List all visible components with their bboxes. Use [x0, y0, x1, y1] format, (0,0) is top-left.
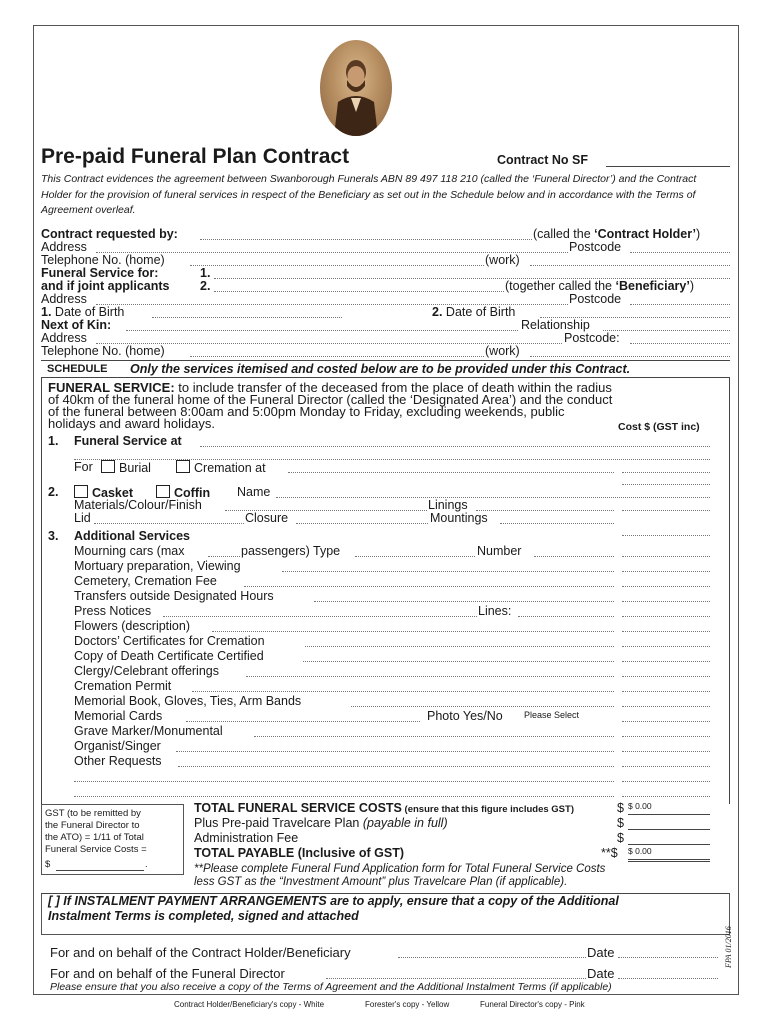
- cremation-permit-field[interactable]: [192, 691, 614, 692]
- cost-column-header: Cost $ (GST inc): [618, 421, 700, 433]
- memorial-book-label: Memorial Book, Gloves, Ties, Arm Bands: [74, 694, 302, 708]
- cost-memorial-book[interactable]: [622, 706, 710, 707]
- cost-grave-marker[interactable]: [622, 736, 710, 737]
- burial-checkbox[interactable]: [101, 460, 115, 473]
- grave-marker-field[interactable]: [254, 736, 614, 737]
- mourning-cars-type-field[interactable]: [355, 556, 475, 557]
- cost-flowers[interactable]: [622, 631, 710, 632]
- mountings-label: Mountings: [430, 511, 488, 525]
- other-requests-field-2[interactable]: [74, 781, 614, 782]
- transfers-label: Transfers outside Designated Hours: [74, 589, 274, 603]
- cost-cremation-permit[interactable]: [622, 691, 710, 692]
- schedule-right-rule: [729, 377, 730, 804]
- beneficiary-postcode-field[interactable]: [630, 304, 730, 305]
- mourning-cars-type-label: passengers) Type: [241, 544, 341, 558]
- travelcare-value[interactable]: [628, 816, 710, 830]
- for-label: For: [74, 460, 93, 474]
- admin-fee-dollar: $: [617, 831, 624, 845]
- closure-label: Closure: [245, 511, 289, 525]
- transfers-field[interactable]: [314, 601, 614, 602]
- memorial-book-field[interactable]: [351, 706, 614, 707]
- portrait-photo: [320, 40, 392, 136]
- kin-telephone-work-label: (work): [485, 344, 520, 358]
- travelcare-dollar: $: [617, 816, 624, 830]
- contract-no-label: Contract No SF: [497, 153, 588, 167]
- director-signature-field[interactable]: [326, 978, 586, 979]
- cost-clergy[interactable]: [622, 676, 710, 677]
- lid-label: Lid: [74, 511, 91, 525]
- press-lines-field[interactable]: [518, 616, 614, 617]
- clergy-field[interactable]: [246, 676, 614, 677]
- relationship-field[interactable]: [603, 330, 730, 331]
- kin-telephone-home-label: Telephone No. (home): [41, 344, 165, 358]
- holder-signature-field[interactable]: [398, 957, 586, 958]
- contract-requested-by-label: Contract requested by:: [41, 227, 178, 241]
- organist-field[interactable]: [176, 751, 614, 752]
- total-note-1: **Please complete Funeral Fund Application form for Total Funeral Service Costs: [194, 863, 606, 875]
- kin-postcode-field[interactable]: [630, 343, 730, 344]
- total-note-2: less GST as the “Investment Amount” plus Travelcare Plan (if applicable).: [194, 876, 568, 888]
- beneficiary-address-label: Address: [41, 292, 87, 306]
- relationship-label: Relationship: [521, 318, 590, 332]
- coffin-checkbox[interactable]: [156, 485, 170, 498]
- funeral-service-line-4: holidays and award holidays.: [48, 416, 215, 431]
- total-payable-dollar: **$: [601, 846, 618, 860]
- director-signature-label: For and on behalf of the Funeral Director: [50, 966, 285, 981]
- applicant-2-field[interactable]: [214, 291, 504, 292]
- gst-line-1: GST (to be remitted by: [45, 808, 141, 819]
- funeral-service-line-3: of the funeral between 8:00am and 5:00pm Monday to Friday, excluding weekends, public: [48, 404, 565, 419]
- flowers-label: Flowers (description): [74, 619, 191, 633]
- cost-death-certificate[interactable]: [622, 661, 710, 662]
- cost-mourning-cars[interactable]: [622, 556, 710, 557]
- funeral-service-description: FUNERAL SERVICE: to include transfer of the deceased from the place of death within the radius: [48, 380, 612, 395]
- organist-label: Organist/Singer: [74, 739, 161, 753]
- footer-yellow-copy: Forester's copy - Yellow: [365, 1000, 450, 1009]
- address-label: Address: [41, 240, 87, 254]
- holder-date-label: Date: [587, 945, 615, 960]
- section-3-number: 3.: [48, 529, 59, 543]
- admin-fee-value[interactable]: [628, 831, 710, 845]
- applicant-1-number: 1.: [200, 266, 211, 280]
- materials-label: Materials/Colour/Finish: [74, 498, 202, 512]
- flowers-field[interactable]: [212, 631, 614, 632]
- contract-requested-by-field[interactable]: [200, 239, 532, 240]
- coffin-option[interactable]: Coffin: [156, 485, 210, 500]
- total-costs-label: TOTAL FUNERAL SERVICE COSTS (ensure that this figure includes GST): [194, 801, 574, 815]
- cemetery-label: Cemetery, Cremation Fee: [74, 574, 217, 588]
- schedule-label: SCHEDULE: [47, 363, 108, 375]
- cost-other-requests[interactable]: [622, 766, 710, 767]
- mourning-cars-number-label: Number: [477, 544, 522, 558]
- photo-select-dropdown[interactable]: Please Select: [524, 710, 580, 720]
- doctors-certificates-field[interactable]: [305, 646, 614, 647]
- telephone-home-field[interactable]: [190, 265, 484, 266]
- other-requests-label: Other Requests: [74, 754, 162, 768]
- cost-transfers[interactable]: [622, 601, 710, 602]
- casket-name-field[interactable]: [276, 497, 710, 498]
- cremation-checkbox[interactable]: [176, 460, 190, 473]
- death-certificate-label: Copy of Death Certificate Certified: [74, 649, 264, 663]
- travelcare-label: Plus Pre-paid Travelcare Plan (payable in full): [194, 816, 448, 830]
- director-date-field[interactable]: [618, 978, 718, 979]
- cost-organist[interactable]: [622, 751, 710, 752]
- linings-field[interactable]: [476, 510, 614, 511]
- photo-label: Photo Yes/No: [427, 709, 503, 723]
- called-beneficiary-text: (together called the ‘Beneficiary’): [505, 279, 695, 293]
- kin-address-label: Address: [41, 331, 87, 345]
- cost-casket[interactable]: [622, 510, 710, 511]
- total-payable-label: TOTAL PAYABLE (Inclusive of GST): [194, 846, 404, 860]
- press-lines-label: Lines:: [478, 604, 512, 618]
- postcode-label: Postcode: [569, 240, 622, 254]
- schedule-left-rule: [41, 377, 42, 804]
- director-date-label: Date: [587, 966, 615, 981]
- additional-services-heading: Additional Services: [74, 529, 191, 543]
- death-certificate-field[interactable]: [303, 661, 614, 662]
- memorial-cards-field[interactable]: [186, 721, 420, 722]
- gst-amount-field[interactable]: [56, 870, 144, 871]
- instalment-line-2: Instalment Terms is completed, signed and attached: [48, 909, 359, 923]
- kin-telephone-home-field[interactable]: [190, 356, 484, 357]
- terms-reminder: Please ensure that you also receive a copy of the Terms of Agreement and the Additional Instalment Terms (if applicable): [50, 981, 612, 993]
- dob-2-label: 2. Date of Birth: [432, 305, 516, 319]
- section-2-number: 2.: [48, 485, 59, 499]
- footer-white-copy: Contract Holder/Beneficiary's copy - White: [174, 1000, 325, 1009]
- schedule-text: Only the services itemised and costed below are to be provided under this Contract.: [130, 362, 631, 376]
- doctors-certificates-label: Doctors’ Certificates for Cremation: [74, 634, 265, 648]
- mourning-cars-max-field[interactable]: [208, 556, 240, 557]
- cost-other-requests-3[interactable]: [622, 796, 710, 797]
- applicant-2-number: 2.: [200, 279, 211, 293]
- dob-1-field[interactable]: [152, 317, 342, 318]
- other-requests-field[interactable]: [178, 766, 614, 767]
- postcode-field[interactable]: [630, 252, 730, 253]
- press-notices-label: Press Notices: [74, 604, 152, 618]
- casket-name-label: Name: [237, 485, 271, 499]
- casket-checkbox[interactable]: [74, 485, 88, 498]
- closure-field[interactable]: [296, 523, 428, 524]
- funeral-service-at-field-2[interactable]: [74, 459, 710, 460]
- total-costs-dollar: $: [617, 801, 624, 815]
- gst-period: .: [145, 859, 148, 870]
- cost-other-requests-2[interactable]: [622, 781, 710, 782]
- admin-fee-label: Administration Fee: [194, 831, 299, 845]
- cremation-at-field[interactable]: [288, 472, 614, 473]
- section-1-number: 1.: [48, 434, 59, 448]
- next-of-kin-label: Next of Kin:: [41, 318, 112, 332]
- grave-marker-label: Grave Marker/Monumental: [74, 724, 223, 738]
- gst-line-2: the Funeral Director to: [45, 820, 140, 831]
- total-payable-value[interactable]: $ 0.00: [628, 846, 710, 862]
- gst-dollar: $: [45, 859, 51, 870]
- telephone-work-label: (work): [485, 253, 520, 267]
- mortuary-label: Mortuary preparation, Viewing: [74, 559, 241, 573]
- burial-option[interactable]: Burial: [101, 460, 151, 475]
- fpa-code: FPA 01/2016: [724, 926, 733, 968]
- joint-applicants-label: and if joint applicants: [41, 279, 170, 293]
- schedule-top-rule: [41, 360, 730, 361]
- cost-mortuary[interactable]: [622, 571, 710, 572]
- gst-line-3: the ATO) = 1/11 of Total: [45, 832, 144, 843]
- telephone-work-field[interactable]: [530, 265, 730, 266]
- contract-no-field[interactable]: [606, 166, 730, 167]
- cemetery-field[interactable]: [244, 586, 614, 587]
- mountings-field[interactable]: [500, 523, 614, 524]
- holder-signature-label: For and on behalf of the Contract Holder/Beneficiary: [50, 945, 351, 960]
- other-requests-field-3[interactable]: [74, 796, 614, 797]
- schedule-bottom-rule: [41, 377, 730, 378]
- dob-1-label: 1. Date of Birth: [41, 305, 125, 319]
- cost-press-notices[interactable]: [622, 616, 710, 617]
- casket-option[interactable]: Casket: [74, 485, 133, 500]
- footer-pink-copy: Funeral Director's copy - Pink: [480, 1000, 585, 1009]
- clergy-label: Clergy/Celebrant offerings: [74, 664, 219, 678]
- funeral-service-for-label: Funeral Service for:: [41, 266, 159, 280]
- cremation-permit-label: Cremation Permit: [74, 679, 172, 693]
- mourning-cars-label: Mourning cars (max: [74, 544, 185, 558]
- called-contract-holder-text: (called the ‘Contract Holder’): [533, 227, 701, 241]
- page-title: Pre-paid Funeral Plan Contract: [41, 145, 350, 168]
- funeral-service-at-label: Funeral Service at: [74, 434, 182, 448]
- linings-label: Linings: [428, 498, 468, 512]
- cost-doctors-certificates[interactable]: [622, 646, 710, 647]
- next-of-kin-field[interactable]: [126, 330, 518, 331]
- memorial-cards-label: Memorial Cards: [74, 709, 163, 723]
- cremation-option[interactable]: Cremation at: [176, 460, 266, 475]
- telephone-home-label: Telephone No. (home): [41, 253, 165, 267]
- gst-line-4: Funeral Service Costs =: [45, 844, 147, 855]
- lid-field[interactable]: [94, 523, 244, 524]
- cost-funeral-service-2[interactable]: [622, 484, 710, 485]
- funeral-service-line-2: of 40km of the funeral home of the Funeral Director (called the ‘Designated Area’) and the conduct: [48, 392, 613, 407]
- press-notices-field[interactable]: [163, 616, 477, 617]
- instalment-line-1[interactable]: [ ] If INSTALMENT PAYMENT ARRANGEMENTS are to apply, ensure that a copy of the Additional: [48, 894, 619, 908]
- intro-text: This Contract evidences the agreement between Swanborough Funerals ABN 89 497 118 210 (called the ‘Funeral Director’) and the Contract Holder for the provision of funeral services in respect of the Beneficiary as set out in the Schedule below and in accordance with the Terms of Agreement overleaf.: [41, 173, 697, 216]
- kin-postcode-label: Postcode:: [564, 331, 620, 345]
- mourning-cars-number-field[interactable]: [534, 556, 614, 557]
- cost-funeral-service[interactable]: [622, 472, 710, 473]
- kin-telephone-work-field[interactable]: [530, 356, 730, 357]
- mortuary-field[interactable]: [282, 571, 614, 572]
- funeral-service-at-field[interactable]: [200, 446, 710, 447]
- beneficiary-postcode-label: Postcode: [569, 292, 622, 306]
- holder-date-field[interactable]: [618, 957, 718, 958]
- cost-cemetery[interactable]: [622, 586, 710, 587]
- total-costs-value[interactable]: $ 0.00: [628, 801, 710, 815]
- cost-memorial-cards[interactable]: [622, 721, 710, 722]
- cost-casket-2[interactable]: [622, 535, 710, 536]
